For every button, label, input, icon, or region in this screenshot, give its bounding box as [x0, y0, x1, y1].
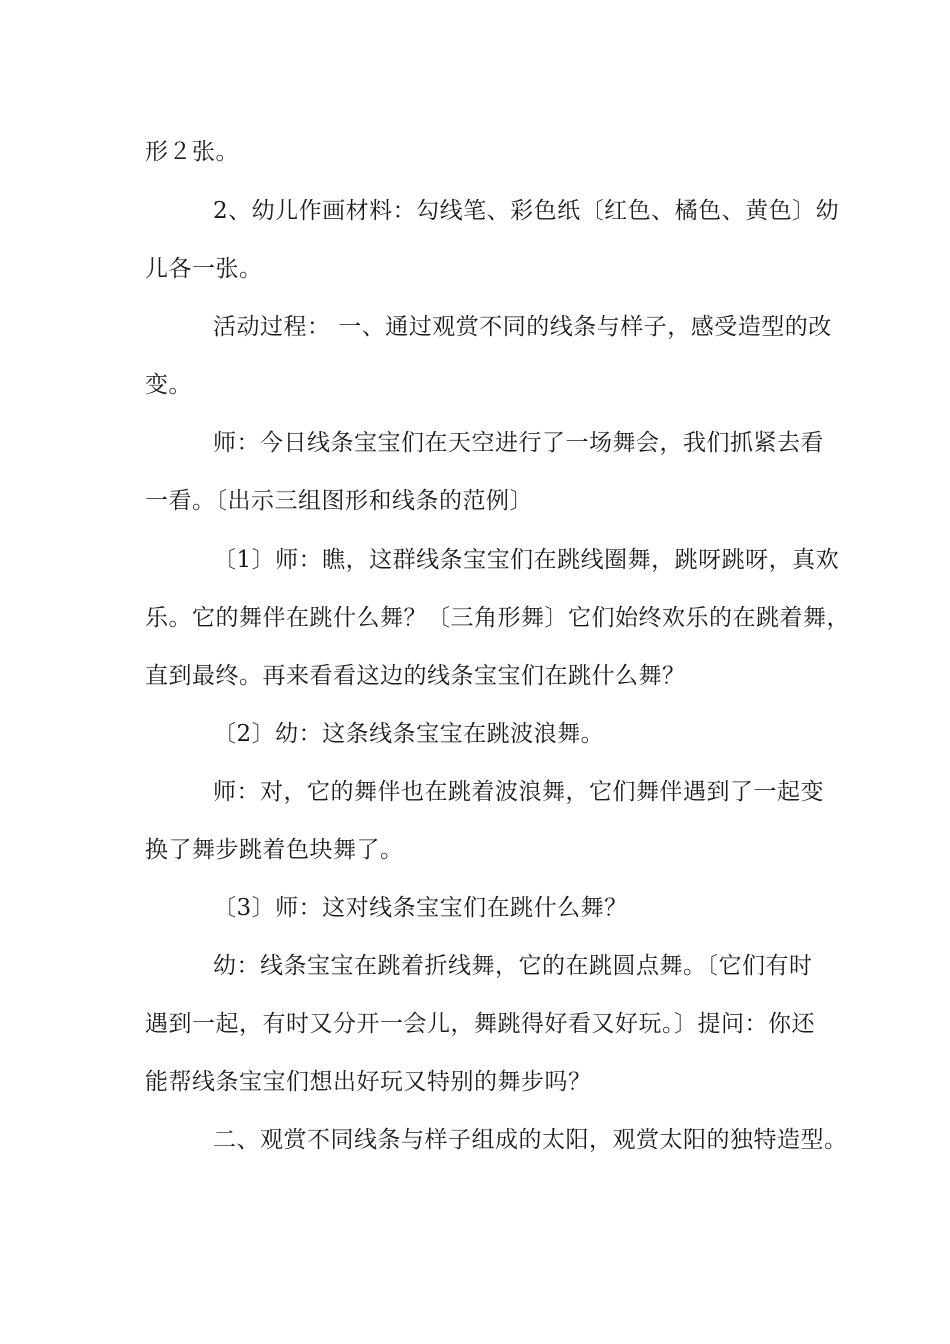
text-line: 〔2〕幼：这条线条宝宝在跳波浪舞。 [213, 721, 605, 747]
text-line: 活动过程： 一、通过观赏不同的线条与样子，感受造型的改 [213, 314, 832, 340]
text-line: 换了舞步跳着色块舞了。 [145, 837, 404, 863]
text-line: 〔3〕师：这对线条宝宝们在跳什么舞？ [213, 895, 628, 921]
text-line: 师：对，它的舞伴也在跳着波浪舞，它们舞伴遇到了一起变 [213, 779, 824, 805]
text-line: 师：今日线条宝宝们在天空进行了一场舞会，我们抓紧去看 [213, 430, 824, 456]
text-line: 遇到一起，有时又分开一会儿，舞跳得好看又好玩。〕提问：你还 [145, 1011, 815, 1037]
text-line: 能帮线条宝宝们想出好玩又特别的舞步吗？ [145, 1069, 592, 1095]
text-line: 2、幼儿作画材料：勾线笔、彩色纸〔红色、橘色、黄色〕幼 [213, 198, 840, 224]
text-line: 变。 [145, 372, 192, 398]
text-line: 幼：线条宝宝在跳着折线舞，它的在跳圆点舞。〔它们有时 [213, 953, 813, 979]
text-line: 直到最终。再来看看这边的线条宝宝们在跳什么舞？ [145, 663, 686, 689]
text-line: 乐。它的舞伴在跳什么舞？〔三角形舞〕它们始终欢乐的在跳着舞， [145, 605, 850, 631]
text-line: 形２张。 [145, 139, 239, 165]
text-line: 〔1〕师：瞧，这群线条宝宝们在跳线圈舞，跳呀跳呀，真欢 [213, 547, 840, 573]
text-line: 一看。〔出示三组图形和线条的范例〕 [145, 488, 533, 514]
text-line: 儿各一张。 [145, 256, 263, 282]
text-line: 二、观赏不同线条与样子组成的太阳，观赏太阳的独特造型。 [213, 1127, 848, 1153]
